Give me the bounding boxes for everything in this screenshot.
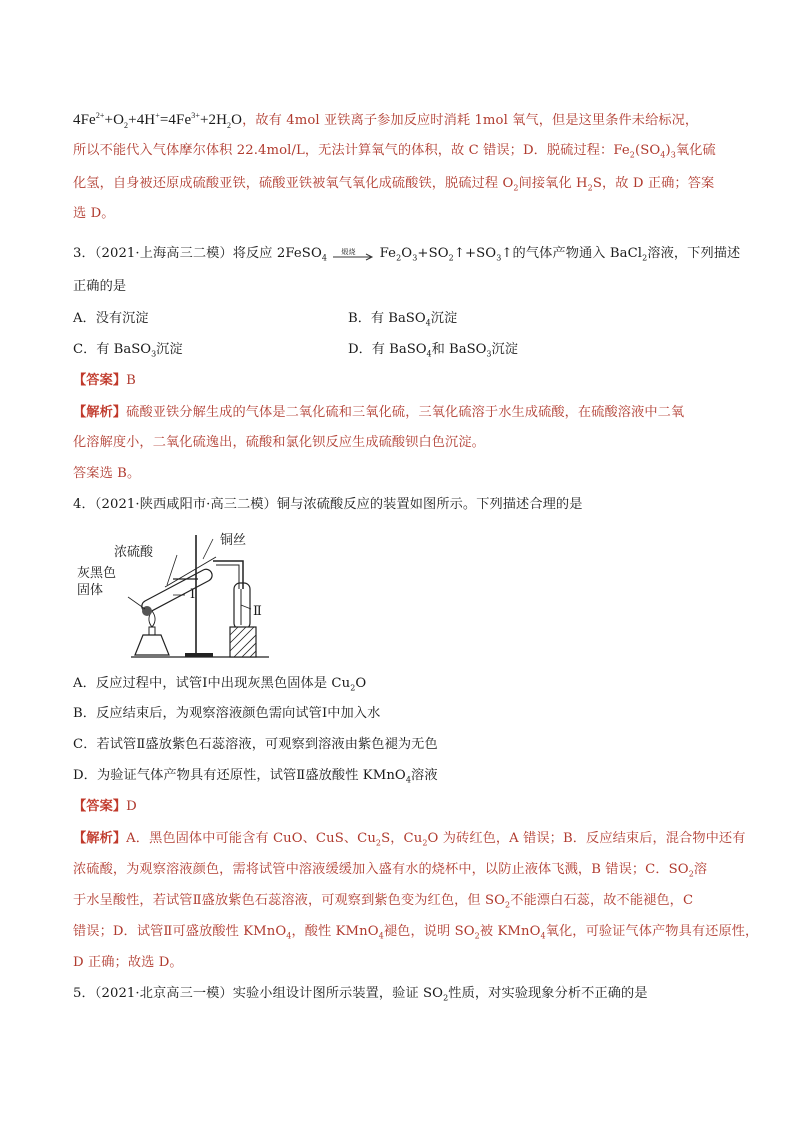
q3-answer: 【答案】B — [73, 373, 136, 388]
equation: $4Fe^{2+}+O_2+4H^+=4Fe^{3+}+2H_2O$ — [73, 111, 243, 130]
q4-analysis-3: 于水呈酸性，若试管Ⅱ盛放紫色石蕊溶液，可观察到紫色变为红色，但 $SO_2$不能漂白石蕊，故不能褪色，C — [73, 893, 694, 910]
q4-option-c: C．若试管Ⅱ盛放紫色石蕊溶液，可观察到溶液由紫色褪为无色 — [73, 737, 438, 752]
q3-analysis-2: 化溶解度小，二氧化硫逸出，硫酸和氯化钡反应生成硫酸钡白色沉淀。 — [73, 435, 485, 450]
label-copper-wire: 铜丝 — [220, 533, 247, 548]
label-tube-I: Ⅰ — [190, 587, 196, 602]
q3-option-d: D．有 BaSO$_4$和 BaSO$_3$沉淀 — [348, 342, 518, 359]
reaction-arrow: 煅烧 — [331, 247, 375, 261]
q4-stem: 4．（2021·陕西咸阳市·高三二模）铜与浓硫酸反应的装置如图所示。下列描述合理的是 — [73, 497, 583, 512]
explanation-line-3: 化氢，自身被还原成硫酸亚铁，硫酸亚铁被氧气氧化成硫酸铁，脱硫过程 $O_2$间接氧化 $H_2S$，故 D 正确；答案 — [73, 176, 715, 193]
label-solid: 固体 — [77, 583, 104, 598]
q4-option-b: B．反应结束后，为观察溶液颜色需向试管Ⅰ中加入水 — [73, 706, 381, 721]
apparatus-figure — [73, 527, 273, 662]
q4-answer: 【答案】D — [73, 799, 137, 814]
q4-analysis-1: 【解析】A．黑色固体中可能含有 CuO、CuS、$Cu_2S$，$Cu_2O$ 为砖红色，A 错误；B．反应结束后，混合物中还有 — [73, 831, 746, 848]
q3-option-c: C．有 BaSO$_3$沉淀 — [73, 342, 183, 359]
label-tube-II: Ⅱ — [253, 604, 262, 619]
q3-option-a: A．没有沉淀 — [73, 311, 149, 326]
q3-analysis-3: 答案选 B。 — [73, 466, 141, 481]
q4-analysis-4: 错误；D．试管Ⅱ可盛放酸性 KMnO$_4$，酸性 KMnO$_4$褪色，说明 $SO_2$被 KMnO$_4$氧化，可验证气体产物具有还原性， — [73, 924, 759, 941]
q3-stem: 3．（2021·上海高三二模）将反应 2FeSO$_4$ 煅烧 $Fe_2O_3+SO_2↑+SO_3↑$的气体产物通入 BaCl$_2$溶液，下列描述 — [73, 246, 741, 263]
equation-line: $4Fe^{2+}+O_2+4H^+=4Fe^{3+}+2H_2O$，故有 4mol 亚铁离子参加反应时消耗 1mol 氧气，但是这里条件未给标况， — [73, 111, 699, 130]
q4-option-d: D．为验证气体产物具有还原性，试管Ⅱ盛放酸性 KMnO$_4$溶液 — [73, 768, 438, 785]
explanation-line-2: 所以不能代入气体摩尔体积 22.4mol/L，无法计算氧气的体积，故 C 错误；D．脱硫过程：$Fe_2(SO_4)_3$氧化硫 — [73, 143, 716, 160]
q4-analysis-5: D 正确；故选 D。 — [73, 955, 183, 970]
q4-option-a: A．反应过程中，试管Ⅰ中出现灰黑色固体是 $Cu_2O$ — [73, 676, 367, 693]
explanation-line-4: 选 D。 — [73, 206, 115, 221]
q5-stem: 5．（2021·北京高三一模）实验小组设计图所示装置，验证 $SO_2$性质，对实验现象分析不正确的是 — [73, 986, 648, 1003]
q3-analysis-1: 【解析】硫酸亚铁分解生成的气体是二氧化硫和三氧化硫，三氧化硫溶于水生成硫酸，在硫酸溶液中二氧 — [73, 405, 685, 420]
label-gray-black: 灰黑色 — [77, 566, 117, 581]
q4-analysis-2: 浓硫酸，为观察溶液颜色，需将试管中溶液缓缓加入盛有水的烧杯中，以防止液体飞溅，B 错误；C．$SO_2$溶 — [73, 862, 708, 879]
label-conc-acid: 浓硫酸 — [114, 545, 154, 560]
q3-option-b: B．有 BaSO$_4$沉淀 — [348, 311, 458, 328]
q3-stem-2: 正确的是 — [73, 279, 127, 294]
